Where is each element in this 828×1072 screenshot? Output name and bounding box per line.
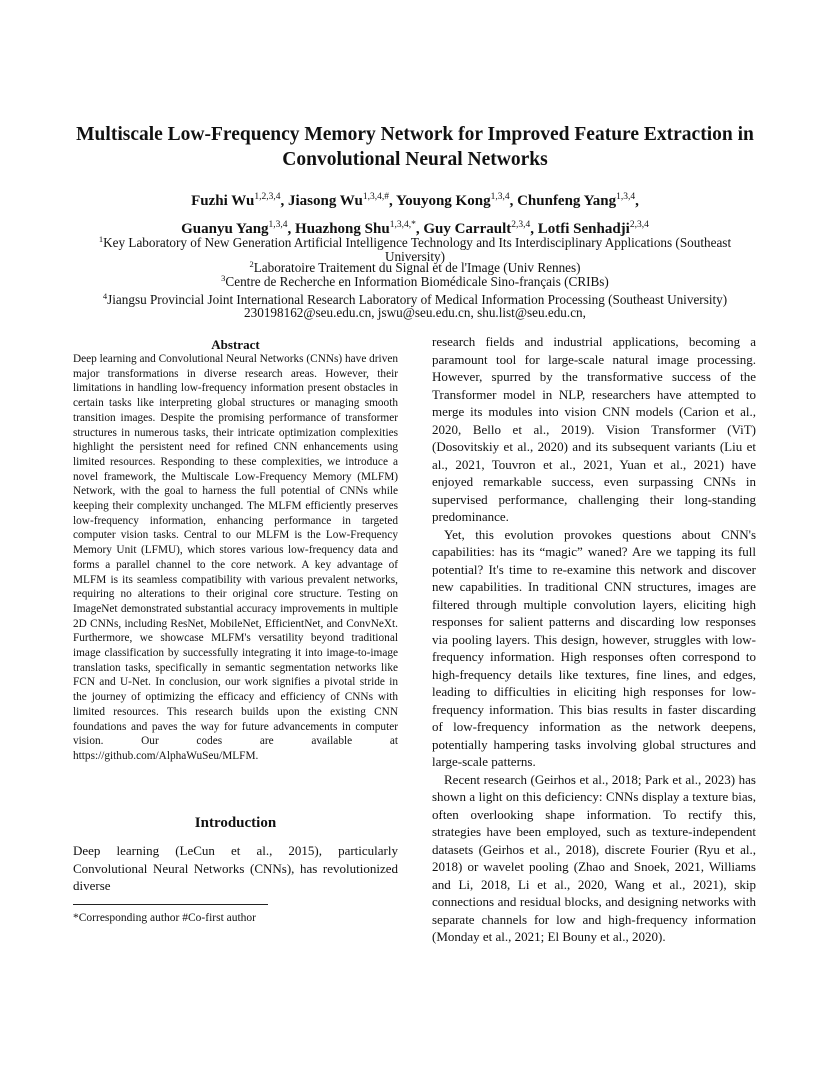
affiliation-2: $^2$Laboratoire Traitement du Signal et de l'Image (Univ Rennes) <box>249 259 581 275</box>
author: Huazhong Shu$^{1,3,4,*}$, <box>295 220 424 237</box>
body-paragraph: research fields and industrial applications, becoming a paramount tool for large-scale natural image processing. However, spurred by the transformative success of the Transformer model in NLP, researchers have attempted to merge its modules into vision CNN models (Carion et al., 2020, Bello et al., 2019). Vision Transformer (ViT) (Dosovitskiy et al., 2020) and its subsequent variants (Liu et al., 2021, Touvron et al., 2021, Yuan et al., 2021) have enjoyed remarkable success, even surpassing CNNs in supervised performance, challenging their long-standing predominance. <box>432 334 756 524</box>
footnote: *Corresponding author #Co-first author <box>73 912 257 924</box>
right-column <box>432 333 756 946</box>
abstract-heading: Abstract <box>211 337 260 352</box>
body-paragraph: Yet, this evolution provokes questions about CNN's capabilities: has its “magic” waned? Are we tapping its full potential? It's time to re-examine this network and discover new capabilities. In traditional CNN structures, images are filtered through multiple convolution layers, eliciting high responses for salient patterns and discarding low responses via pooling layers. This design, however, struggles with low-frequency information. High responses often correspond to high-frequency details like textures, fine lines, and edges, leading to difficulties in eliciting high responses for low-frequency information. This bias results in faster discarding of low-frequency information as the network deepens, potentially hampering tasks involving global structures and large-scale patterns. <box>432 526 756 769</box>
author-emails: 230198162@seu.edu.cn, jswu@seu.edu.cn, shu.list@seu.edu.cn, <box>244 305 586 320</box>
author: Youyong Kong$^{1,3,4}$, <box>395 192 518 209</box>
abstract-text: Deep learning and Convolutional Neural Networks (CNNs) have driven major transformations in diverse research areas. However, their limitations in handling low-frequency information present obstacles in certain tasks like interpreting global structures or managing smooth transition images. Despite the promising performance of transformer structures in numerous tasks, their intricate optimization complexities highlight the persistent need for refined CNN enhancements using limited resources. Responding to these complexities, we introduce a novel framework, the Multiscale Low-Frequency Memory (MLFM) Network, with the goal to harness the full potential of CNNs while keeping their complexity unchanged. The MLFM efficiently preserves low-frequency information, enhancing performance in targeted computer vision tasks. Central to our MLFM is the Low-Frequency Memory Unit (LFMU), which stores various low-frequency data and forms a parallel channel to the core network. A key advantage of MLFM is its seamless compatibility with various prevalent networks, requiring no alterations to their original core structure. Testing on ImageNet demonstrated substantial accuracy improvements in multiple 2D CNNs, including ResNet, MobileNet, EfficientNet, and ConvNeXt. Furthermore, we showcase MLFM's versatility beyond traditional image classification by successfully integrating it into image-to-image translation tasks, specifically in semantic segmentation networks like FCN and U-Net. In conclusion, our work signifies a pivotal stride in the journey of optimizing the efficacy and efficiency of CNNs with limited resources. This research builds upon the existing CNN foundations and paves the way for future advancements in computer vision. Our codes are available at https://github.com/AlphaWuSeu/MLFM. <box>73 353 399 762</box>
author: Guy Carrault$^{2,3,4}$, <box>423 220 538 237</box>
author: Guanyu Yang$^{1,3,4}$, <box>181 220 296 237</box>
introduction-text-left: Deep learning (LeCun et al., 2015), particularly Convolutional Neural Networks (CNNs), has revolutionized diverse <box>73 843 398 893</box>
body-paragraph: Recent research (Geirhos et al., 2018; Park et al., 2023) has shown a light on this deficiency: CNNs display a texture bias, often overlooking shape information. To rectify this, strategies have been employed, such as texture-independent datasets (Geirhos et al., 2018), discrete Fourier (Ryu et al., 2018) or wavelet pooling (Zhao and Snoek, 2021, Williams and Li, 2018, Li et al., 2020, Wang et al., 2021), skip connections and residual blocks, and designing networks with separate channels for low and high-frequency information (Monday et al., 2021; El Bouny et al., 2020). <box>432 771 756 944</box>
affiliation-3: $^3$Centre de Recherche en Information Biomédicale Sino-français (CRIBs) <box>221 273 609 289</box>
author: Fuzhi Wu$^{1,2,3,4}$, <box>191 192 288 209</box>
introduction-heading: Introduction <box>194 815 277 831</box>
affiliation-1: $^1$Key Laboratory of New Generation Artificial Intelligence Technology and Its Interdisciplinary Applications (Southeast University) <box>98 234 732 264</box>
author: Chunfeng Yang$^{1,3,4}$, <box>517 192 639 209</box>
footnote-divider <box>73 904 268 905</box>
paper-title: Multiscale Low-Frequency Memory Network for Improved Feature Extraction in Convolutional Neural Networks <box>76 124 754 170</box>
author: Lotfi Senhadji$^{2,3,4}$ <box>537 220 649 237</box>
affiliation-4: $^4$Jiangsu Provincial Joint International Research Laboratory of Medical Information Processing (Southeast University) <box>102 291 728 307</box>
author: Jiasong $Wu^{1,3,4,\#}$, <box>287 192 396 209</box>
author-line-1 <box>60 185 770 213</box>
